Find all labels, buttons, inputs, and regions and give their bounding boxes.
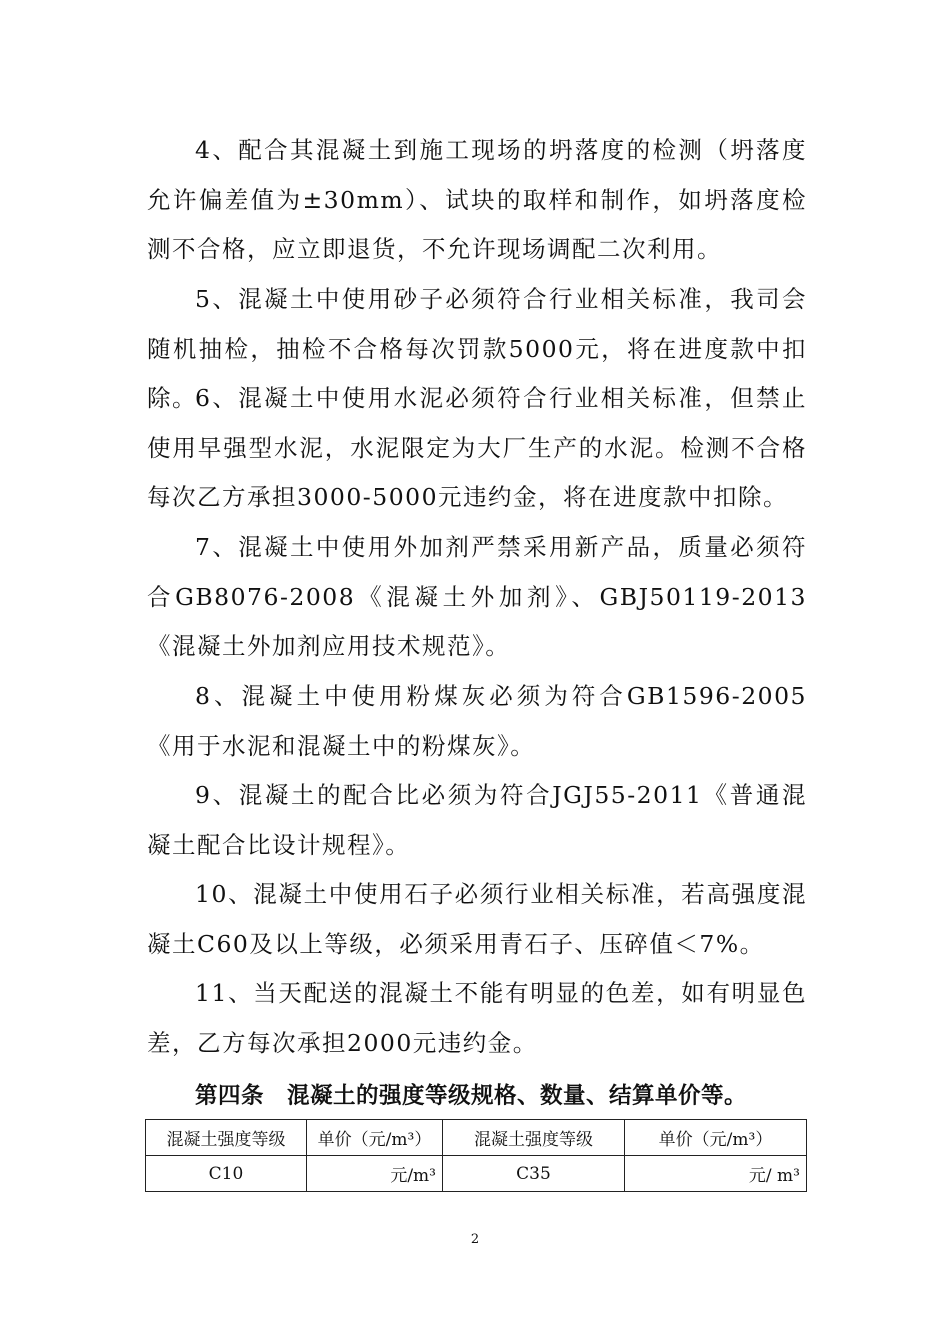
clause-5: 5、混凝土中使用砂子必须符合行业相关标准，我司会随机抽检，抽检不合格每次罚款5000元，将在进度款中扣除。 [147, 285, 807, 413]
table-row [146, 1156, 807, 1192]
cell-grade-c10: C10 [146, 1156, 307, 1192]
section-heading: 第四条 混凝土的强度等级规格、数量、结算单价等。 [195, 1083, 748, 1109]
clause-7: 7、混凝土中使用外加剂严禁采用新产品，质量必须符合GB8076-2008《混凝土外加剂》、GBJ50119-2013《混凝土外加剂应用技术规范》。 [147, 533, 807, 661]
header-grade-2: 混凝土强度等级 [443, 1120, 625, 1156]
cell-grade-c35: C35 [443, 1156, 625, 1192]
header-price-1: 单价（元/m³） [307, 1120, 443, 1156]
header-grade-1: 混凝土强度等级 [146, 1120, 307, 1156]
clause-9: 9、混凝土的配合比必须为符合JGJ55-2011《普通混凝土配合比设计规程》。 [147, 781, 807, 859]
header-price-2: 单价（元/m³） [625, 1120, 807, 1156]
clause-6: 6、混凝土中使用水泥必须符合行业相关标准，但禁止使用早强型水泥，水泥限定为大厂生产的水泥。检测不合格每次乙方承担3000-5000元违约金，将在进度款中扣除。 [147, 384, 807, 512]
page-number: 2 [470, 1232, 480, 1247]
cell-price-c10: 元/m³ [307, 1156, 443, 1192]
table-header-row [146, 1120, 807, 1156]
clause-8: 8、混凝土中使用粉煤灰必须为符合GB1596-2005《用于水泥和混凝土中的粉煤灰》。 [147, 682, 807, 760]
clause-11: 11、当天配送的混凝土不能有明显的色差，如有明显色差，乙方每次承担2000元违约金。 [147, 979, 807, 1057]
cell-price-c35: 元/ m³ [625, 1156, 807, 1192]
price-table [145, 1119, 807, 1192]
clause-4: 4、配合其混凝土到施工现场的坍落度的检测（坍落度允许偏差值为±30mm）、试块的取样和制作，如坍落度检测不合格，应立即退货，不允许现场调配二次利用。 [147, 136, 807, 264]
clause-10: 10、混凝土中使用石子必须行业相关标准，若高强度混凝土C60及以上等级，必须采用青石子、压碎值＜7%。 [147, 880, 807, 958]
